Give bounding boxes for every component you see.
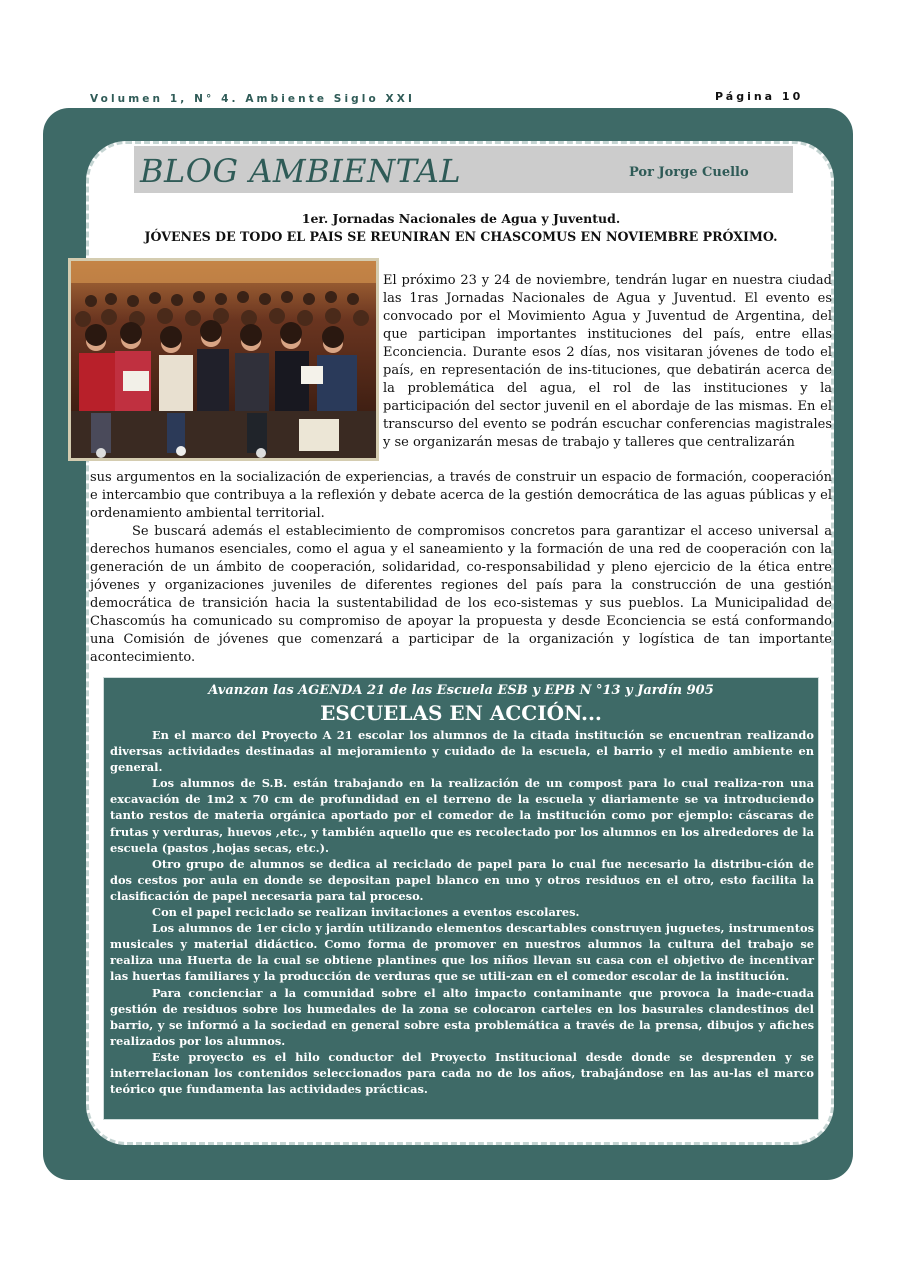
author-byline: Por Jorge Cuello (629, 165, 749, 180)
schools-paragraph: Este proyecto es el hilo conductor del Proyecto Institucional desde donde se desprenden y se interrelacionan los contenidos seleccionados para cada no de los años, trabajándose en las au-las el marco teórico que fundamenta las actividades prácticas. (110, 1049, 814, 1097)
schools-paragraph: Otro grupo de alumnos se dedica al reciclado de papel para lo cual fue necesario la distribu-ción de dos cestos por aula en donde se depositan papel blanco en uno y otros residuos en el otro, esto facilita la clasificación de papel necesaria para tal proceso. (110, 856, 814, 903)
article-headline: 1er. Jornadas Nacionales de Agua y Juventud. (301, 211, 621, 226)
schools-paragraph: Los alumnos de S.B. están trabajando en la realización de un compost para lo cual realiza-ron una excavación de 1m2 x 70 cm de profundidad en el terreno de la escuela y diariamente se va introduciendo tanto restos de materia orgánica aportado por el comedor de la institución como por ejemplo: cáscaras de frutas y verduras, huevos ,etc., y también aquello que es recolectado por los alumnos en los alrededores de la escuela (pastos ,hojas secas, etc.). (110, 776, 814, 855)
volume-header: Volumen 1, N° 4. Ambiente Siglo XXI (90, 93, 415, 105)
article-paragraph-2: Se buscará además el establecimiento de compromisos concretos para garantizar el acceso universal a derechos humanos esenciales, como el agua y el saneamiento y la formación de una red de cooperación con la generación de un ámbito de cooperación, solidaridad, co-responsabilidad y pleno ejercicio de la ética entre jóvenes y organizaciones juveniles de diferentes regiones del país para la construcción de una gestión democrática de transición hacia la sustentabilidad de los eco-sistemas y sus pueblos. La Municipalidad de Chascomús ha comunicado su compromiso de apoyar la propuesta y desde Econciencia se está conformando una Comisión de jóvenes que comenzará a participar de la organización y logística de tan importante acontecimiento. (90, 524, 832, 665)
article-paragraph-full: sus argumentos en la socialización de experiencias, a través de construir un espacio de formación, cooperación e intercambio que contribuya a la reflexión y debate acerca de la gestión democrática de las aguas públicas y el ordenamiento ambiental territorial. (90, 470, 832, 521)
page-number: Página 10 (715, 90, 804, 103)
schools-paragraph: En el marco del Proyecto A 21 escolar los alumnos de la citada institución se encuentran realizando diversas actividades destinadas al mejoramiento y cuidado de la escuela, el barrio y el medio ambiente en general. (110, 728, 814, 775)
schools-subtitle: Avanzan las AGENDA 21 de las Escuela ESB y EPB N °13 y Jardín 905 (208, 683, 714, 698)
audience-image (71, 261, 376, 458)
schools-paragraph: Con el papel reciclado se realizan invitaciones a eventos escolares. (152, 905, 580, 920)
schools-paragraph: Para concienciar a la comunidad sobre el alto impacto contaminante que provoca la inade-cuada gestión de residuos sobre los humedales de la zona se colocaron carteles en los basurales clandestinos del barrio, y se informó a la sociedad en general sobre esta problemática a través de la prensa, dibujos y afiches realizados por los alumnos. (110, 985, 814, 1048)
blog-title: BLOG AMBIENTAL (140, 152, 462, 190)
schools-body (110, 727, 814, 1097)
schools-paragraph: Los alumnos de 1er ciclo y jardín utilizando elementos descartables construyen juguetes, instrumentos musicales y material didáctico. Como forma de promover en nuestros alumnos la cultura del trabajo se realiza una Huerta de la cual se obtiene plantines que los niños llevan su casa con el objetivo de incentivar las huertas familiares y la producción de verduras que se utili-zan en el comedor escolar de la institución. (110, 921, 814, 984)
schools-title: ESCUELAS EN ACCIÓN... (320, 701, 602, 725)
conference-photo (68, 258, 379, 461)
schools-box (103, 677, 819, 1120)
article-paragraph-wrap: El próximo 23 y 24 de noviembre, tendrán lugar en nuestra ciudad las 1ras Jornadas Nacionales de Agua y Juventud. El evento es convocado por el Movimiento Agua y Juventud de Argentina, del que participan importantes instituciones del país, entre ellas Econciencia. Durante esos 2 días, nos visitaran jóvenes de todo el país, en representación de ins-tituciones, que debatirán acerca de la problemática del agua, el rol de las instituciones y la participación del sector juvenil en el abordaje de las mismas. En el transcurso del evento se podrán escuchar conferencias magistrales y se organizarán mesas de trabajo y talleres que centralizarán (383, 273, 832, 450)
article-subheadline: JÓVENES DE TODO EL PAIS SE REUNIRAN EN CHASCOMUS EN NOVIEMBRE PRÓXIMO. (144, 229, 778, 244)
